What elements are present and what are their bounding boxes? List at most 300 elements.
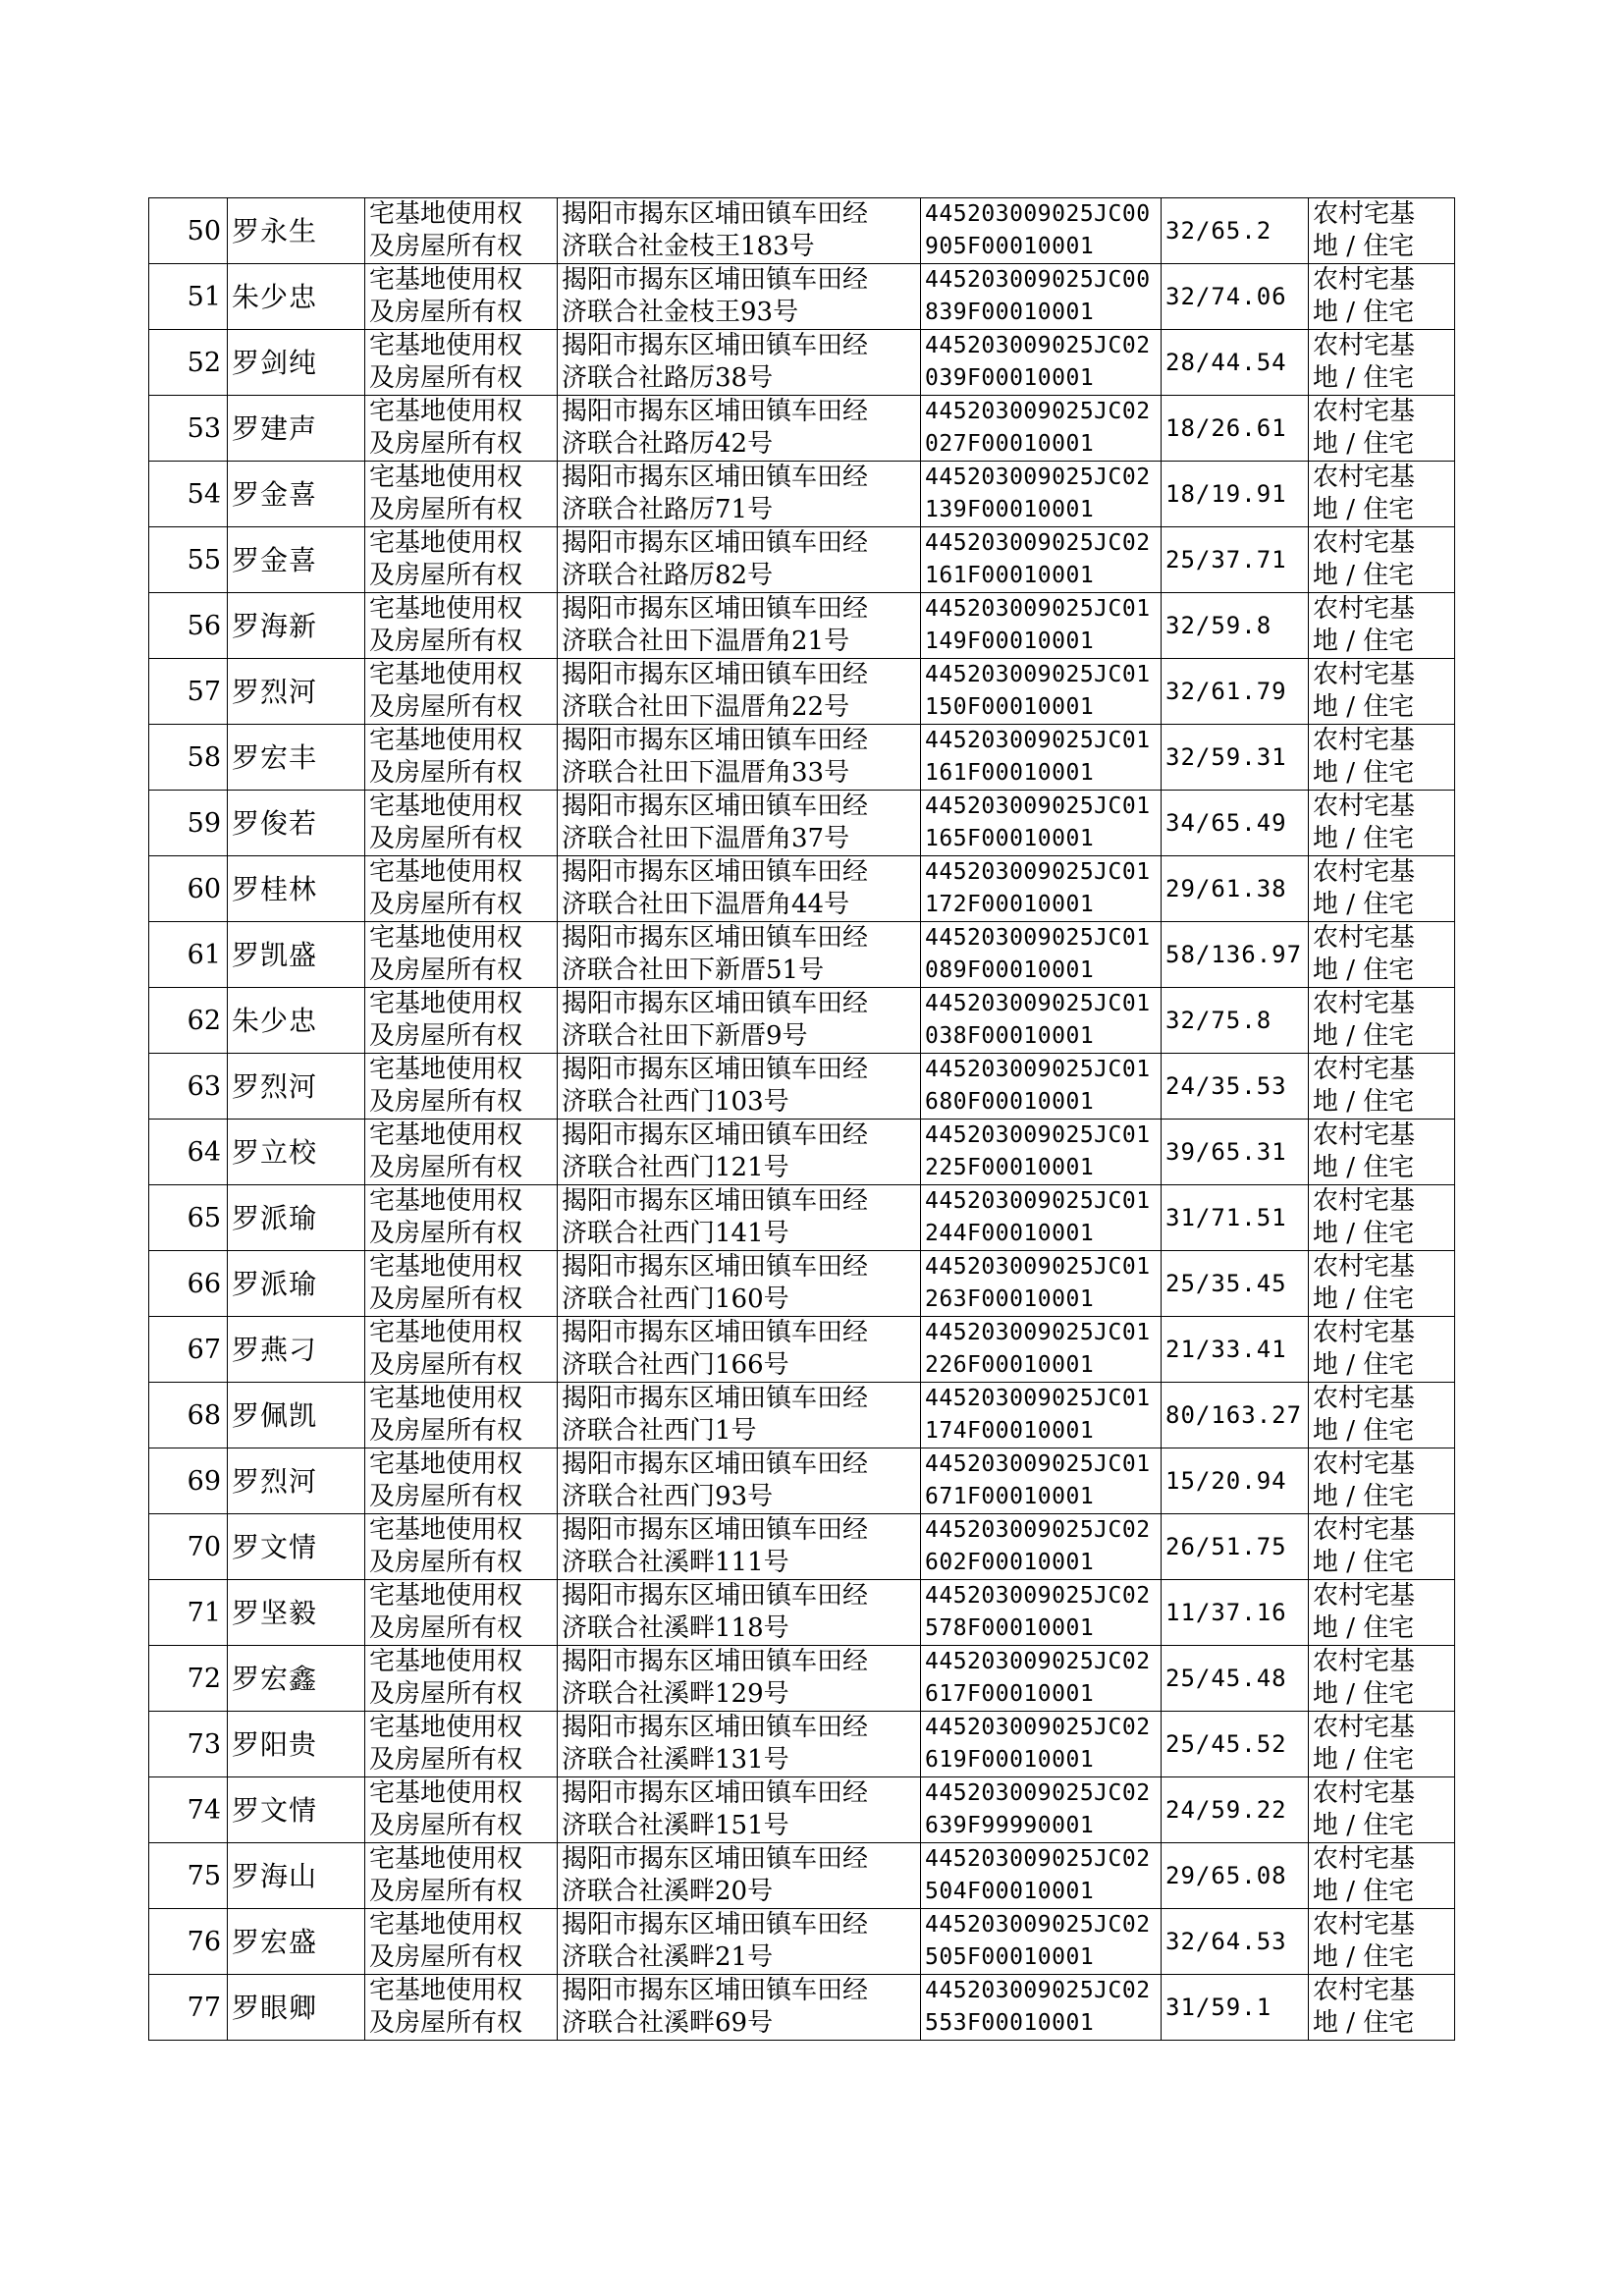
right-type-line-1: 宅基地使用权 xyxy=(369,1318,523,1347)
unit-code-line-2: 161F00010001 xyxy=(925,563,1095,588)
row-number-cell: 64 xyxy=(149,1120,228,1185)
area-cell: 31/71.51 xyxy=(1162,1185,1309,1251)
row-number-cell: 63 xyxy=(149,1054,228,1120)
address-line-1: 揭阳市揭东区埔田镇车田经 xyxy=(562,1449,869,1479)
land-use-line-2: 地 / 住宅 xyxy=(1313,627,1415,656)
address-line-2: 济联合社路厉82号 xyxy=(562,561,774,590)
unit-code-line-2: 553F00010001 xyxy=(925,2010,1095,2036)
unit-code-line-2: 172F00010001 xyxy=(925,892,1095,917)
right-type-line-2: 及房屋所有权 xyxy=(369,1877,523,1906)
land-use-cell xyxy=(1309,1975,1455,2041)
unit-code-line-2: 504F00010001 xyxy=(925,1879,1095,1904)
address-line-2: 济联合社溪畔21号 xyxy=(562,1942,774,1972)
right-type-cell xyxy=(365,527,558,593)
unit-code-cell xyxy=(921,264,1162,330)
land-use-cell xyxy=(1309,1317,1455,1383)
unit-code-line-2: 602F00010001 xyxy=(925,1550,1095,1575)
address-cell xyxy=(558,1777,921,1843)
address-cell xyxy=(558,1843,921,1909)
right-type-cell xyxy=(365,396,558,462)
land-use-line-1: 农村宅基 xyxy=(1313,1581,1416,1611)
address-cell xyxy=(558,1909,921,1975)
land-use-line-2: 地 / 住宅 xyxy=(1313,1745,1415,1775)
land-use-line-1: 农村宅基 xyxy=(1313,1713,1416,1742)
row-number-cell: 68 xyxy=(149,1383,228,1448)
land-use-line-2: 地 / 住宅 xyxy=(1313,1679,1415,1709)
unit-code-line-1: 445203009025JC01 xyxy=(925,793,1151,819)
right-type-line-1: 宅基地使用权 xyxy=(369,989,523,1018)
unit-code-line-1: 445203009025JC02 xyxy=(925,1912,1151,1938)
address-cell xyxy=(558,264,921,330)
address-cell xyxy=(558,330,921,396)
unit-code-line-2: 505F00010001 xyxy=(925,1944,1095,1970)
land-use-cell xyxy=(1309,1120,1455,1185)
owner-name-cell: 罗剑纯 xyxy=(228,330,365,396)
right-type-line-1: 宅基地使用权 xyxy=(369,726,523,755)
unit-code-line-2: 839F00010001 xyxy=(925,300,1095,325)
address-line-1: 揭阳市揭东区埔田镇车田经 xyxy=(562,1647,869,1676)
right-type-line-2: 及房屋所有权 xyxy=(369,890,523,919)
unit-code-line-1: 445203009025JC01 xyxy=(925,859,1151,885)
unit-code-line-1: 445203009025JC01 xyxy=(925,991,1151,1016)
address-cell xyxy=(558,725,921,791)
right-type-line-1: 宅基地使用权 xyxy=(369,1120,523,1150)
land-use-cell xyxy=(1309,330,1455,396)
table-row xyxy=(149,659,1455,725)
right-type-cell xyxy=(365,1448,558,1514)
table-row xyxy=(149,1580,1455,1646)
unit-code-cell xyxy=(921,1646,1162,1712)
area-cell: 28/44.54 xyxy=(1162,330,1309,396)
right-type-line-1: 宅基地使用权 xyxy=(369,1844,523,1874)
right-type-line-2: 及房屋所有权 xyxy=(369,1482,523,1511)
area-cell: 24/35.53 xyxy=(1162,1054,1309,1120)
address-line-1: 揭阳市揭东区埔田镇车田经 xyxy=(562,397,869,426)
area-cell: 34/65.49 xyxy=(1162,791,1309,856)
address-line-2: 济联合社田下新厝9号 xyxy=(562,1021,808,1051)
right-type-line-1: 宅基地使用权 xyxy=(369,1647,523,1676)
unit-code-line-2: 089F00010001 xyxy=(925,957,1095,983)
address-cell xyxy=(558,659,921,725)
unit-code-line-1: 445203009025JC02 xyxy=(925,530,1151,556)
right-type-line-2: 及房屋所有权 xyxy=(369,1679,523,1709)
owner-name-cell: 朱少忠 xyxy=(228,264,365,330)
address-line-1: 揭阳市揭东区埔田镇车田经 xyxy=(562,1318,869,1347)
table-row xyxy=(149,791,1455,856)
right-type-line-1: 宅基地使用权 xyxy=(369,265,523,295)
row-number-cell: 70 xyxy=(149,1514,228,1580)
unit-code-line-2: 139F00010001 xyxy=(925,497,1095,522)
address-cell xyxy=(558,198,921,264)
right-type-line-1: 宅基地使用权 xyxy=(369,397,523,426)
land-use-line-2: 地 / 住宅 xyxy=(1313,890,1415,919)
table-row xyxy=(149,527,1455,593)
address-cell xyxy=(558,1514,921,1580)
address-line-2: 济联合社西门166号 xyxy=(562,1350,789,1380)
right-type-cell xyxy=(365,462,558,527)
address-line-2: 济联合社田下新厝51号 xyxy=(562,956,825,985)
table-row xyxy=(149,1514,1455,1580)
unit-code-cell xyxy=(921,198,1162,264)
right-type-line-2: 及房屋所有权 xyxy=(369,956,523,985)
right-type-line-1: 宅基地使用权 xyxy=(369,1976,523,2005)
land-use-cell xyxy=(1309,264,1455,330)
land-use-line-1: 农村宅基 xyxy=(1313,1449,1416,1479)
unit-code-cell xyxy=(921,462,1162,527)
owner-name-cell: 罗坚毅 xyxy=(228,1580,365,1646)
table-row xyxy=(149,1120,1455,1185)
address-line-1: 揭阳市揭东区埔田镇车田经 xyxy=(562,199,869,229)
table-row xyxy=(149,593,1455,659)
row-number-cell: 52 xyxy=(149,330,228,396)
right-type-line-2: 及房屋所有权 xyxy=(369,692,523,722)
address-line-2: 济联合社溪畔129号 xyxy=(562,1679,789,1709)
land-use-line-2: 地 / 住宅 xyxy=(1313,758,1415,788)
land-use-cell xyxy=(1309,791,1455,856)
address-line-2: 济联合社溪畔69号 xyxy=(562,2008,774,2038)
address-cell xyxy=(558,922,921,988)
right-type-line-2: 及房屋所有权 xyxy=(369,363,523,393)
right-type-line-2: 及房屋所有权 xyxy=(369,2008,523,2038)
owner-name-cell: 罗金喜 xyxy=(228,527,365,593)
right-type-line-1: 宅基地使用权 xyxy=(369,1910,523,1940)
unit-code-line-2: 161F00010001 xyxy=(925,760,1095,786)
owner-name-cell: 罗燕刁 xyxy=(228,1317,365,1383)
unit-code-cell xyxy=(921,330,1162,396)
address-line-2: 济联合社田下温厝角37号 xyxy=(562,824,850,853)
address-line-1: 揭阳市揭东区埔田镇车田经 xyxy=(562,265,869,295)
right-type-cell xyxy=(365,1054,558,1120)
row-number-cell: 65 xyxy=(149,1185,228,1251)
right-type-line-2: 及房屋所有权 xyxy=(369,1021,523,1051)
right-type-line-2: 及房屋所有权 xyxy=(369,298,523,327)
table-row xyxy=(149,1383,1455,1448)
right-type-line-1: 宅基地使用权 xyxy=(369,1055,523,1084)
land-use-line-2: 地 / 住宅 xyxy=(1313,363,1415,393)
owner-name-cell: 罗立校 xyxy=(228,1120,365,1185)
owner-name-cell: 罗建声 xyxy=(228,396,365,462)
right-type-line-2: 及房屋所有权 xyxy=(369,1284,523,1314)
address-line-2: 济联合社西门121号 xyxy=(562,1153,789,1182)
area-cell: 25/45.52 xyxy=(1162,1712,1309,1777)
right-type-line-1: 宅基地使用权 xyxy=(369,1252,523,1282)
right-type-cell xyxy=(365,988,558,1054)
row-number-cell: 50 xyxy=(149,198,228,264)
unit-code-cell xyxy=(921,1185,1162,1251)
address-line-1: 揭阳市揭东区埔田镇车田经 xyxy=(562,726,869,755)
right-type-line-1: 宅基地使用权 xyxy=(369,1384,523,1413)
area-cell: 32/64.53 xyxy=(1162,1909,1309,1975)
unit-code-line-1: 445203009025JC02 xyxy=(925,399,1151,424)
land-use-line-2: 地 / 住宅 xyxy=(1313,1416,1415,1446)
address-line-1: 揭阳市揭东区埔田镇车田经 xyxy=(562,594,869,624)
table-row xyxy=(149,1712,1455,1777)
address-line-1: 揭阳市揭东区埔田镇车田经 xyxy=(562,1055,869,1084)
unit-code-cell xyxy=(921,1777,1162,1843)
owner-name-cell: 罗海山 xyxy=(228,1843,365,1909)
owner-name-cell: 罗阳贵 xyxy=(228,1712,365,1777)
owner-name-cell: 朱少忠 xyxy=(228,988,365,1054)
table-row xyxy=(149,1646,1455,1712)
right-type-line-1: 宅基地使用权 xyxy=(369,199,523,229)
unit-code-line-1: 445203009025JC01 xyxy=(925,662,1151,687)
address-line-2: 济联合社西门160号 xyxy=(562,1284,789,1314)
land-use-line-1: 农村宅基 xyxy=(1313,1647,1416,1676)
land-use-line-2: 地 / 住宅 xyxy=(1313,1284,1415,1314)
area-cell: 58/136.97 xyxy=(1162,922,1309,988)
land-use-line-2: 地 / 住宅 xyxy=(1313,1877,1415,1906)
area-cell: 25/45.48 xyxy=(1162,1646,1309,1712)
right-type-line-2: 及房屋所有权 xyxy=(369,1416,523,1446)
address-line-2: 济联合社西门103号 xyxy=(562,1087,789,1117)
right-type-cell xyxy=(365,922,558,988)
right-type-line-1: 宅基地使用权 xyxy=(369,1449,523,1479)
unit-code-line-1: 445203009025JC02 xyxy=(925,1846,1151,1872)
land-use-cell xyxy=(1309,396,1455,462)
owner-name-cell: 罗海新 xyxy=(228,593,365,659)
address-cell xyxy=(558,1646,921,1712)
owner-name-cell: 罗文情 xyxy=(228,1777,365,1843)
owner-name-cell: 罗宏丰 xyxy=(228,725,365,791)
unit-code-line-1: 445203009025JC02 xyxy=(925,1517,1151,1543)
right-type-line-2: 及房屋所有权 xyxy=(369,1811,523,1840)
row-number-cell: 72 xyxy=(149,1646,228,1712)
land-use-line-2: 地 / 住宅 xyxy=(1313,824,1415,853)
right-type-cell xyxy=(365,1317,558,1383)
right-type-line-1: 宅基地使用权 xyxy=(369,463,523,492)
area-cell: 25/35.45 xyxy=(1162,1251,1309,1317)
address-line-1: 揭阳市揭东区埔田镇车田经 xyxy=(562,1910,869,1940)
address-line-1: 揭阳市揭东区埔田镇车田经 xyxy=(562,1252,869,1282)
unit-code-line-1: 445203009025JC02 xyxy=(925,1583,1151,1609)
unit-code-cell xyxy=(921,1120,1162,1185)
owner-name-cell: 罗文情 xyxy=(228,1514,365,1580)
table-row xyxy=(149,1251,1455,1317)
unit-code-line-2: 225F00010001 xyxy=(925,1155,1095,1180)
land-use-line-2: 地 / 住宅 xyxy=(1313,2008,1415,2038)
right-type-line-2: 及房屋所有权 xyxy=(369,429,523,459)
registry-table xyxy=(148,197,1455,2041)
row-number-cell: 55 xyxy=(149,527,228,593)
unit-code-line-1: 445203009025JC02 xyxy=(925,333,1151,358)
address-cell xyxy=(558,1120,921,1185)
address-line-1: 揭阳市揭东区埔田镇车田经 xyxy=(562,1581,869,1611)
land-use-line-1: 农村宅基 xyxy=(1313,923,1416,953)
land-use-cell xyxy=(1309,922,1455,988)
right-type-cell xyxy=(365,198,558,264)
address-cell xyxy=(558,856,921,922)
area-cell: 32/59.8 xyxy=(1162,593,1309,659)
row-number-cell: 60 xyxy=(149,856,228,922)
table-row xyxy=(149,1975,1455,2041)
unit-code-cell xyxy=(921,1448,1162,1514)
row-number-cell: 51 xyxy=(149,264,228,330)
table-row xyxy=(149,1843,1455,1909)
land-use-cell xyxy=(1309,1514,1455,1580)
address-cell xyxy=(558,1185,921,1251)
unit-code-line-2: 578F00010001 xyxy=(925,1615,1095,1641)
right-type-cell xyxy=(365,1909,558,1975)
table-row xyxy=(149,330,1455,396)
land-use-line-2: 地 / 住宅 xyxy=(1313,1350,1415,1380)
unit-code-line-2: 226F00010001 xyxy=(925,1352,1095,1378)
right-type-line-1: 宅基地使用权 xyxy=(369,923,523,953)
land-use-cell xyxy=(1309,856,1455,922)
address-cell xyxy=(558,396,921,462)
right-type-cell xyxy=(365,1777,558,1843)
unit-code-line-2: 671F00010001 xyxy=(925,1484,1095,1509)
unit-code-cell xyxy=(921,988,1162,1054)
address-line-2: 济联合社金枝王93号 xyxy=(562,298,799,327)
row-number-cell: 66 xyxy=(149,1251,228,1317)
table-row xyxy=(149,725,1455,791)
area-cell: 18/26.61 xyxy=(1162,396,1309,462)
right-type-line-1: 宅基地使用权 xyxy=(369,1713,523,1742)
unit-code-cell xyxy=(921,1054,1162,1120)
address-line-2: 济联合社田下温厝角22号 xyxy=(562,692,850,722)
unit-code-cell xyxy=(921,1975,1162,2041)
row-number-cell: 56 xyxy=(149,593,228,659)
address-cell xyxy=(558,462,921,527)
unit-code-line-2: 619F00010001 xyxy=(925,1747,1095,1773)
land-use-cell xyxy=(1309,1712,1455,1777)
area-cell: 15/20.94 xyxy=(1162,1448,1309,1514)
unit-code-line-1: 445203009025JC00 xyxy=(925,267,1151,293)
unit-code-cell xyxy=(921,1712,1162,1777)
address-line-2: 济联合社路厉38号 xyxy=(562,363,774,393)
unit-code-line-1: 445203009025JC01 xyxy=(925,1057,1151,1082)
land-use-line-1: 农村宅基 xyxy=(1313,1120,1416,1150)
address-line-2: 济联合社西门93号 xyxy=(562,1482,774,1511)
unit-code-cell xyxy=(921,725,1162,791)
unit-code-line-1: 445203009025JC02 xyxy=(925,1978,1151,2003)
owner-name-cell: 罗烈河 xyxy=(228,659,365,725)
address-line-1: 揭阳市揭东区埔田镇车田经 xyxy=(562,1713,869,1742)
unit-code-line-1: 445203009025JC01 xyxy=(925,1386,1151,1411)
table-row xyxy=(149,264,1455,330)
area-cell: 39/65.31 xyxy=(1162,1120,1309,1185)
right-type-cell xyxy=(365,593,558,659)
table-row xyxy=(149,1448,1455,1514)
address-line-1: 揭阳市揭东区埔田镇车田经 xyxy=(562,1384,869,1413)
address-line-2: 济联合社溪畔131号 xyxy=(562,1745,789,1775)
address-line-2: 济联合社西门1号 xyxy=(562,1416,757,1446)
land-use-cell xyxy=(1309,1448,1455,1514)
address-line-1: 揭阳市揭东区埔田镇车田经 xyxy=(562,857,869,887)
right-type-line-2: 及房屋所有权 xyxy=(369,1745,523,1775)
right-type-line-1: 宅基地使用权 xyxy=(369,857,523,887)
owner-name-cell: 罗俊若 xyxy=(228,791,365,856)
unit-code-cell xyxy=(921,791,1162,856)
land-use-line-1: 农村宅基 xyxy=(1313,1844,1416,1874)
unit-code-cell xyxy=(921,1251,1162,1317)
address-cell xyxy=(558,1975,921,2041)
area-cell: 32/74.06 xyxy=(1162,264,1309,330)
land-use-line-1: 农村宅基 xyxy=(1313,594,1416,624)
unit-code-line-1: 445203009025JC01 xyxy=(925,1254,1151,1280)
land-use-cell xyxy=(1309,1777,1455,1843)
area-cell: 26/51.75 xyxy=(1162,1514,1309,1580)
right-type-line-1: 宅基地使用权 xyxy=(369,1186,523,1216)
land-use-line-1: 农村宅基 xyxy=(1313,463,1416,492)
row-number-cell: 73 xyxy=(149,1712,228,1777)
land-use-cell xyxy=(1309,1909,1455,1975)
land-use-line-1: 农村宅基 xyxy=(1313,726,1416,755)
address-cell xyxy=(558,527,921,593)
area-cell: 21/33.41 xyxy=(1162,1317,1309,1383)
area-cell: 32/61.79 xyxy=(1162,659,1309,725)
land-use-line-1: 农村宅基 xyxy=(1313,397,1416,426)
address-cell xyxy=(558,1448,921,1514)
unit-code-line-1: 445203009025JC01 xyxy=(925,925,1151,951)
right-type-cell xyxy=(365,856,558,922)
row-number-cell: 59 xyxy=(149,791,228,856)
address-line-1: 揭阳市揭东区埔田镇车田经 xyxy=(562,1120,869,1150)
table-row xyxy=(149,1909,1455,1975)
land-use-line-2: 地 / 住宅 xyxy=(1313,1548,1415,1577)
unit-code-cell xyxy=(921,1514,1162,1580)
land-use-line-1: 农村宅基 xyxy=(1313,199,1416,229)
land-use-line-1: 农村宅基 xyxy=(1313,1976,1416,2005)
land-use-cell xyxy=(1309,988,1455,1054)
table-row xyxy=(149,988,1455,1054)
row-number-cell: 71 xyxy=(149,1580,228,1646)
right-type-line-2: 及房屋所有权 xyxy=(369,1613,523,1643)
land-use-line-2: 地 / 住宅 xyxy=(1313,1942,1415,1972)
right-type-line-1: 宅基地使用权 xyxy=(369,331,523,360)
right-type-line-1: 宅基地使用权 xyxy=(369,1515,523,1545)
land-use-cell xyxy=(1309,1054,1455,1120)
land-use-cell xyxy=(1309,1185,1455,1251)
address-line-2: 济联合社路厉42号 xyxy=(562,429,774,459)
unit-code-line-1: 445203009025JC01 xyxy=(925,1188,1151,1214)
address-line-1: 揭阳市揭东区埔田镇车田经 xyxy=(562,1778,869,1808)
right-type-cell xyxy=(365,1251,558,1317)
right-type-line-2: 及房屋所有权 xyxy=(369,1942,523,1972)
unit-code-line-1: 445203009025JC02 xyxy=(925,1715,1151,1740)
owner-name-cell: 罗宏鑫 xyxy=(228,1646,365,1712)
area-cell: 31/59.1 xyxy=(1162,1975,1309,2041)
right-type-line-2: 及房屋所有权 xyxy=(369,1548,523,1577)
table-row xyxy=(149,198,1455,264)
address-line-2: 济联合社溪畔118号 xyxy=(562,1613,789,1643)
unit-code-line-1: 445203009025JC01 xyxy=(925,1451,1151,1477)
right-type-line-1: 宅基地使用权 xyxy=(369,528,523,558)
land-use-line-2: 地 / 住宅 xyxy=(1313,1613,1415,1643)
land-use-line-1: 农村宅基 xyxy=(1313,660,1416,689)
right-type-line-2: 及房屋所有权 xyxy=(369,1153,523,1182)
row-number-cell: 69 xyxy=(149,1448,228,1514)
right-type-line-1: 宅基地使用权 xyxy=(369,1581,523,1611)
owner-name-cell: 罗烈河 xyxy=(228,1448,365,1514)
table-row xyxy=(149,1054,1455,1120)
right-type-line-2: 及房屋所有权 xyxy=(369,1087,523,1117)
right-type-cell xyxy=(365,1120,558,1185)
land-use-cell xyxy=(1309,462,1455,527)
right-type-cell xyxy=(365,725,558,791)
table-row xyxy=(149,1185,1455,1251)
owner-name-cell: 罗金喜 xyxy=(228,462,365,527)
right-type-cell xyxy=(365,1975,558,2041)
unit-code-cell xyxy=(921,1843,1162,1909)
land-use-line-2: 地 / 住宅 xyxy=(1313,561,1415,590)
unit-code-line-2: 149F00010001 xyxy=(925,628,1095,654)
right-type-cell xyxy=(365,1843,558,1909)
land-use-line-1: 农村宅基 xyxy=(1313,1055,1416,1084)
address-line-2: 济联合社田下温厝角44号 xyxy=(562,890,850,919)
table-row xyxy=(149,922,1455,988)
right-type-line-1: 宅基地使用权 xyxy=(369,792,523,821)
